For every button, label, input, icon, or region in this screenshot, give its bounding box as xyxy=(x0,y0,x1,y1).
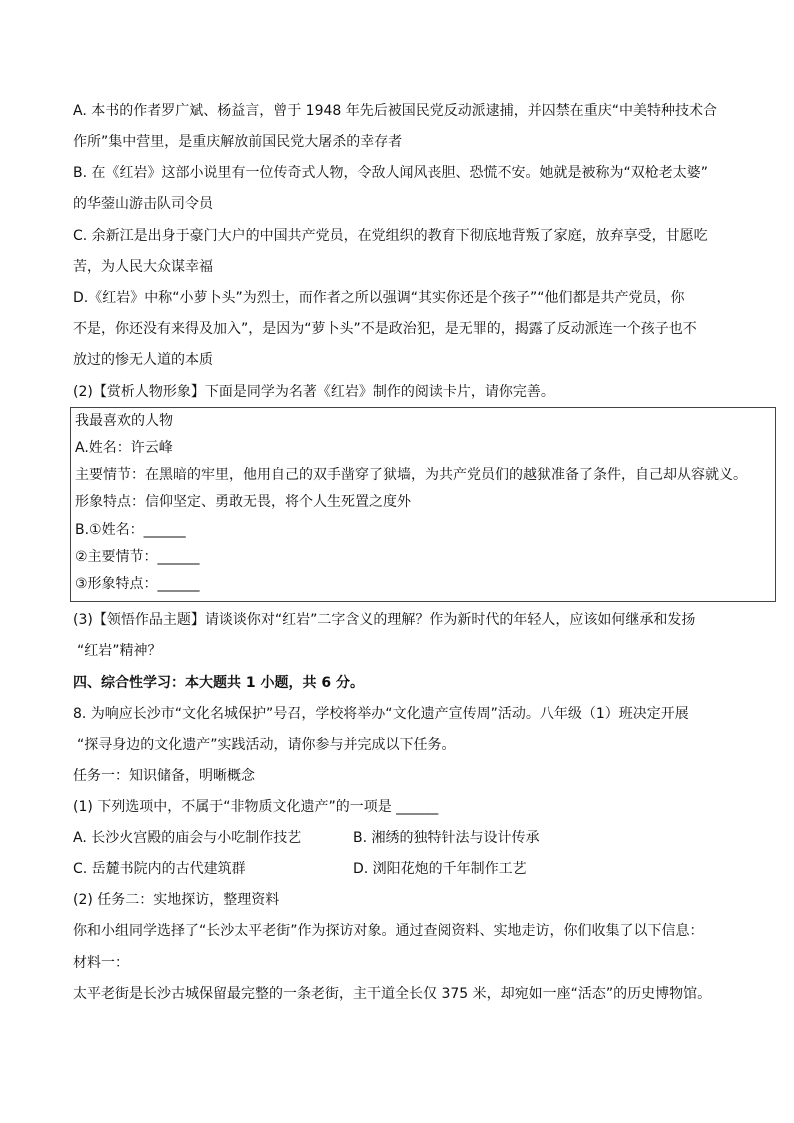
q7-option-d-line3: 放过的惨无人道的本质 xyxy=(73,352,213,368)
card-a-plot: 主要情节：在黑暗的牢里，他用自己的双手凿穿了狱墙，为共产党员们的越狱准备了条件，自己却从容就义。 xyxy=(75,467,747,483)
q7-option-a-line2: 作所”集中营里，是重庆解放前国民党大屠杀的幸存者 xyxy=(73,134,403,150)
card-b-traits: ③形象特点：______ xyxy=(75,576,200,592)
q8-line1: 8. 为响应长沙市“文化名城保护”号召，学校将举办“文化遗产宣传周”活动。八年级（1）班决定开展 xyxy=(73,706,689,722)
task1-heading: 任务一：知识储备，明晰概念 xyxy=(73,768,255,784)
q8-1-option-c: C. 岳麓书院内的古代建筑群 xyxy=(73,861,246,877)
q7-2-prompt: (2)【赏析人物形象】下面是同学为名著《红岩》制作的阅读卡片，请你完善。 xyxy=(73,384,555,400)
q7-option-c-line2: 苦，为人民大众谋幸福 xyxy=(73,259,213,275)
q8-line2: “探寻身边的文化遗产”实践活动，请你参与并完成以下任务。 xyxy=(77,737,456,753)
q7-option-d-line1: D.《红岩》中称“小萝卜头”为烈士，而作者之所以强调“其实你还是个孩子”“他们都是共产党员，你 xyxy=(73,290,685,306)
q8-1-option-b: B. 湘绣的独特针法与设计传承 xyxy=(353,830,540,846)
material1-text: 太平老街是长沙古城保留最完整的一条老街，主干道全长仅 375 米，却宛如一座“活态”的历史博物馆。 xyxy=(73,986,712,1002)
section-4-heading: 四、综合性学习：本大题共 1 小题，共 6 分。 xyxy=(73,675,364,691)
q7-3-line2: “红岩”精神？ xyxy=(77,643,162,659)
q7-option-b-line2: 的华蓥山游击队司令员 xyxy=(73,196,213,212)
q7-option-a-line1: A. 本书的作者罗广斌、杨益言，曾于 1948 年先后被国民党反动派逮捕，并囚禁在重庆“中美特种技术合 xyxy=(73,103,718,119)
reading-card xyxy=(70,407,776,602)
q8-2-intro: 你和小组同学选择了“长沙太平老街”作为探访对象。通过查阅资料、实地走访，你们收集了以下信息： xyxy=(73,923,704,939)
material1-label: 材料一： xyxy=(73,955,129,971)
card-b-plot: ②主要情节：______ xyxy=(75,549,200,565)
card-a-name: A.姓名：许云峰 xyxy=(75,440,173,456)
q8-2-task2: (2) 任务二：实地探访，整理资料 xyxy=(73,892,280,908)
q8-1-option-a: A. 长沙火宫殿的庙会与小吃制作技艺 xyxy=(73,830,302,846)
q7-option-d-line2: 不是，你还没有来得及加入”，是因为“萝卜头”不是政治犯，是无罪的，揭露了反动派连一个孩子也不 xyxy=(73,321,697,337)
card-b-name: B.①姓名：______ xyxy=(75,522,186,538)
q7-3-line1: (3)【领悟作品主题】请谈谈你对“红岩”二字含义的理解？作为新时代的年轻人，应该如何继承和发扬 xyxy=(73,612,696,628)
q8-1-question: (1) 下列选项中，不属于“非物质文化遗产”的一项是 ______ xyxy=(73,799,439,815)
q8-1-option-d: D. 浏阳花炮的千年制作工艺 xyxy=(353,861,527,877)
q7-option-c-line1: C. 余新江是出身于豪门大户的中国共产党员，在党组织的教育下彻底地背叛了家庭，放弃享受，甘愿吃 xyxy=(73,228,708,244)
q7-option-b-line1: B. 在《红岩》这部小说里有一位传奇式人物，令敌人闻风丧胆、恐慌不安。她就是被称为“双枪老太婆” xyxy=(73,165,709,181)
card-a-traits: 形象特点：信仰坚定、勇敢无畏，将个人生死置之度外 xyxy=(75,494,411,510)
card-title: 我最喜欢的人物 xyxy=(75,413,173,429)
